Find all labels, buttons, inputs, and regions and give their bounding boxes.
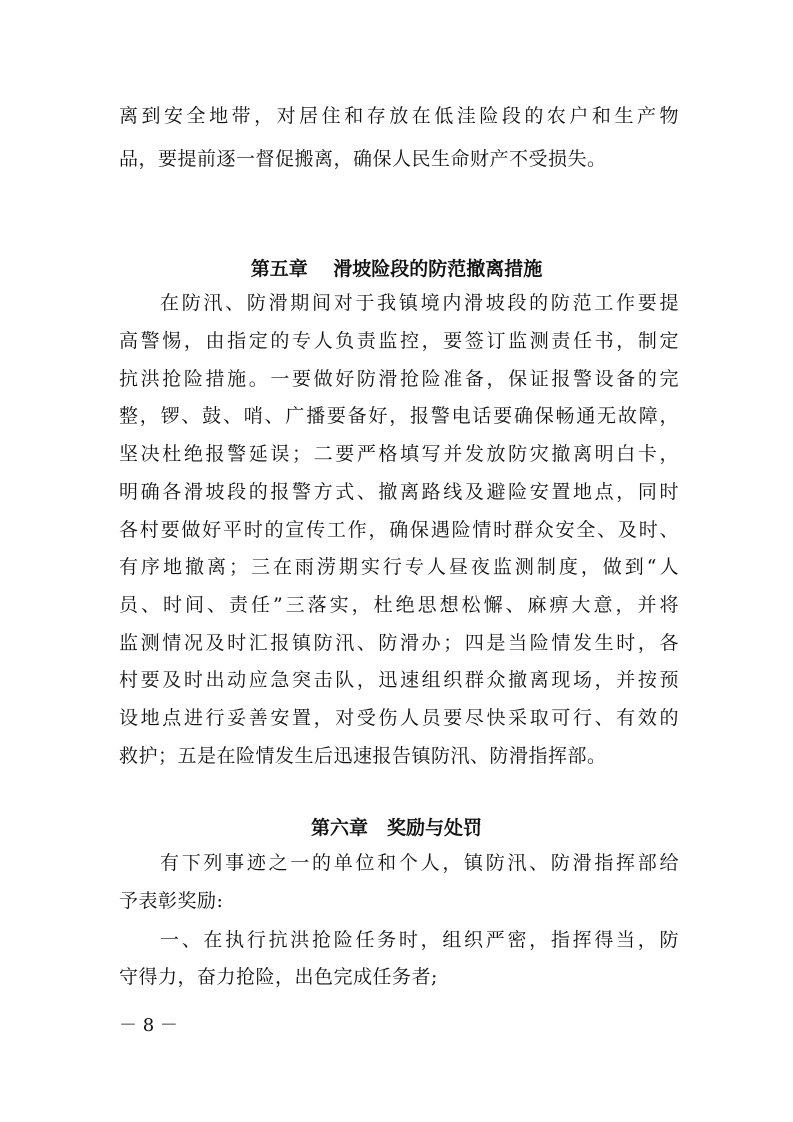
body-text-line: 品，要提前逐一督促搬离，确保人民生命财产不受损失。 — [119, 148, 607, 170]
body-text-line: 在防汛、防滑期间对于我镇境内滑坡段的防范工作要提 — [160, 292, 679, 314]
page-number: － 8 － — [119, 1015, 178, 1036]
body-text-line: 员、时间、责任”三落实，杜绝思想松懈、麻痹大意，并将 — [119, 594, 679, 616]
body-text-line: 守得力，奋力抢险，出色完成任务者; — [119, 966, 438, 988]
body-text-line: 整，锣、鼓、哨、广播要备好，报警电话要确保畅通无故障， — [119, 405, 679, 427]
chapter-6-heading: 第六章 奖励与处罚 — [310, 817, 482, 839]
chapter-5-heading: 第五章 滑坡险段的防范撤离措施 — [250, 258, 543, 280]
body-text-line: 高警惕，由指定的专人负责监控，要签订监测责任书，制定 — [119, 330, 679, 352]
body-text-line: 坚决杜绝报警延误；二要严格填写并发放防灾撤离明白卡， — [119, 443, 679, 465]
body-text-line: 监测情况及时汇报镇防汛、防滑办；四是当险情发生时，各 — [119, 632, 679, 654]
body-text-line: 明确各滑坡段的报警方式、撤离路线及避险安置地点，同时 — [119, 481, 679, 503]
body-text-line: 有序地撤离；三在雨涝期实行专人昼夜监测制度，做到“人 — [119, 556, 679, 578]
body-text-line: 离到安全地带，对居住和存放在低洼险段的农户和生产物 — [119, 105, 679, 127]
body-text-line: 抗洪抢险措施。一要做好防滑抢险准备，保证报警设备的完 — [119, 368, 679, 390]
body-text-line: 有下列事迹之一的单位和个人，镇防汛、防滑指挥部给 — [160, 852, 679, 874]
body-text-line: 予表彰奖励: — [119, 890, 224, 912]
body-text-line: 各村要做好平时的宣传工作，确保遇险情时群众安全、及时、 — [119, 519, 679, 541]
body-text-line: 救护；五是在险情发生后迅速报告镇防汛、防滑指挥部。 — [119, 745, 607, 767]
body-text-line: 一、在执行抗洪抢险任务时，组织严密，指挥得当，防 — [160, 929, 679, 951]
body-text-line: 设地点进行妥善安置，对受伤人员要尽快采取可行、有效的 — [119, 707, 679, 729]
body-text-line: 村要及时出动应急突击队，迅速组织群众撤离现场，并按预 — [119, 669, 679, 691]
